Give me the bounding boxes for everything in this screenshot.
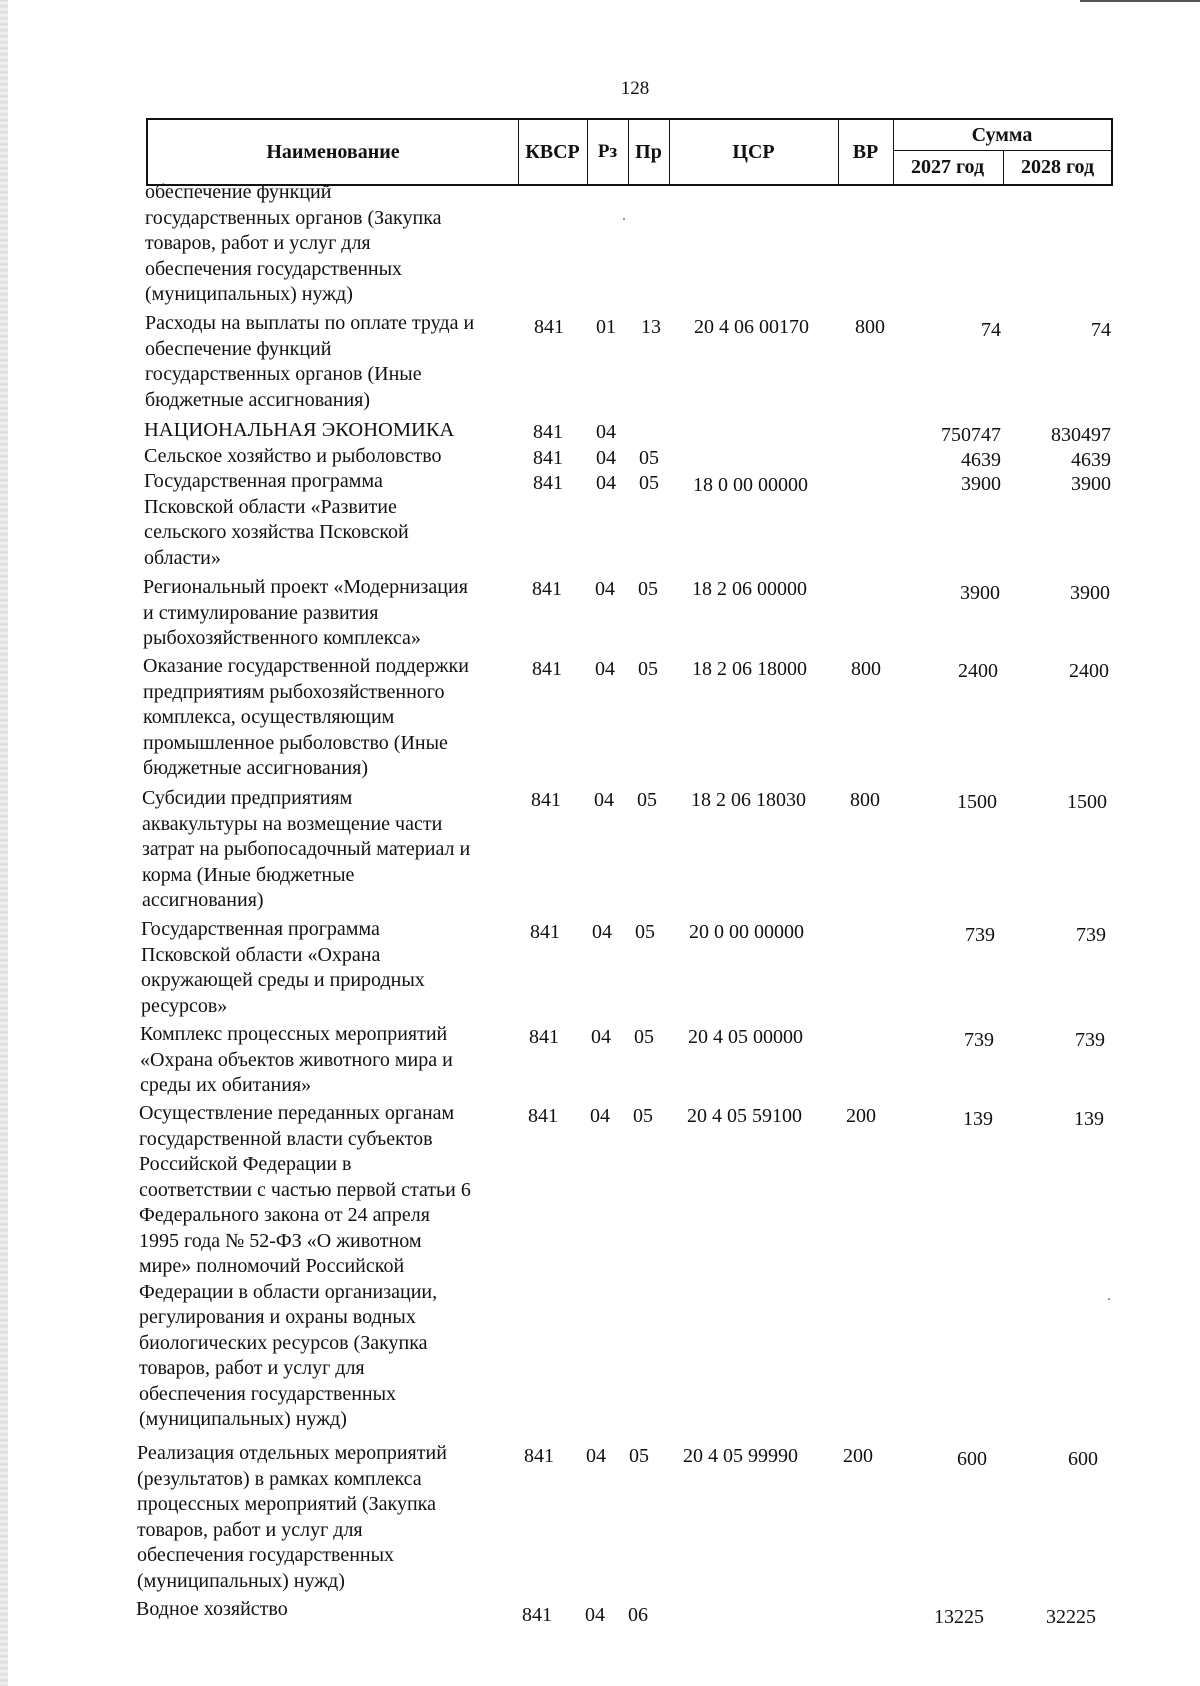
row-amount-2027: 74: [981, 319, 1001, 341]
row-amount-2027: 750747: [941, 424, 1001, 446]
row-amount-2028: 139: [1074, 1108, 1104, 1130]
scan-speck: [623, 218, 625, 220]
row-name: Реализация отдельных мероприятий (результатов) в рамках комплекса процессных мероприятий (Закупка товаров, работ и услуг для обеспечения государственных (муниципальных) нужд): [137, 1442, 447, 1592]
row-name: Комплекс процессных мероприятий «Охрана объектов животного мира и среды их обитания»: [140, 1023, 453, 1096]
row-amount-2027: 600: [957, 1448, 987, 1470]
row-amount-2028: 2400: [1069, 660, 1109, 682]
row-amount-2028: 739: [1075, 1029, 1105, 1051]
row-kvsr: 841: [524, 1445, 554, 1467]
row-amount-2027: 3900: [961, 473, 1001, 495]
row-csr: 18 2 06 18000: [692, 658, 807, 680]
row-pr: 05: [635, 921, 655, 943]
row-name: Региональный проект «Модернизация и стимулирование развития рыбохозяйственного комплекса»: [143, 576, 468, 649]
row-kvsr: 841: [532, 578, 562, 600]
row-csr: 20 0 00 00000: [689, 921, 804, 943]
row-rz: 04: [596, 472, 616, 494]
row-rz: 04: [585, 1604, 605, 1626]
row-name: Сельское хозяйство и рыболовство: [144, 445, 442, 467]
row-rz: 01: [596, 316, 616, 338]
row-name: Осуществление переданных органам государственной власти субъектов Российской Федерации в соответствии с частью первой статьи 6 Федерального закона от 24 апреля 1995 года № 52-ФЗ «О животном мире» полномочий Российской Федерации в области организации, регулирования и охраны водных биологических ресурсов (Закупка товаров, работ и услуг для обеспечения государственных (муниципальных) нужд): [139, 1102, 471, 1430]
row-pr: 06: [628, 1604, 648, 1626]
row-kvsr: 841: [528, 1105, 558, 1127]
row-rz: 04: [596, 447, 616, 469]
header-csr: ЦСР: [732, 140, 775, 163]
row-rz: 04: [595, 578, 615, 600]
row-rz: 04: [594, 789, 614, 811]
row-kvsr: 841: [533, 421, 563, 443]
row-name: Субсидии предприятиям аквакультуры на возмещение части затрат на рыбопосадочный материал и корма (Иные бюджетные ассигнования): [142, 787, 471, 911]
row-amount-2028: 4639: [1071, 449, 1111, 471]
row-name: Расходы на выплаты по оплате труда и обеспечение функций государственных органов (Иные бюджетные ассигнования): [145, 312, 475, 411]
header-name: Наименование: [266, 140, 400, 163]
row-kvsr: 841: [529, 1026, 559, 1048]
row-name: Государственная программа Псковской области «Развитие сельского хозяйства Псковской области»: [144, 470, 409, 569]
row-name: Водное хозяйство: [136, 1598, 288, 1620]
row-pr: 05: [629, 1445, 649, 1467]
row-amount-2027: 13225: [934, 1606, 984, 1628]
row-csr: 20 4 05 00000: [688, 1026, 803, 1048]
header-kvsr: КВСР: [525, 140, 580, 163]
row-kvsr: 841: [532, 658, 562, 680]
row-vr: 200: [843, 1445, 873, 1467]
row-rz: 04: [586, 1445, 606, 1467]
row-amount-2028: 74: [1091, 319, 1111, 341]
row-amount-2028: 830497: [1051, 424, 1111, 446]
header-year-2027: 2027 год: [910, 156, 985, 178]
row-amount-2027: 4639: [961, 449, 1001, 471]
row-amount-2028: 600: [1068, 1448, 1098, 1470]
row-amount-2027: 139: [963, 1108, 993, 1130]
row-vr: 800: [851, 658, 881, 680]
row-kvsr: 841: [533, 447, 563, 469]
row-kvsr: 841: [522, 1604, 552, 1626]
row-rz: 04: [591, 1026, 611, 1048]
row-amount-2028: 32225: [1046, 1606, 1096, 1628]
row-kvsr: 841: [531, 789, 561, 811]
row-csr: 20 4 06 00170: [694, 316, 809, 338]
row-csr: 18 2 06 00000: [692, 578, 807, 600]
row-amount-2027: 3900: [960, 582, 1000, 604]
table-header: [146, 118, 1113, 186]
row-pr: 13: [641, 316, 661, 338]
row-pr: 05: [639, 447, 659, 469]
row-vr: 200: [846, 1105, 876, 1127]
row-kvsr: 841: [533, 472, 563, 494]
row-pr: 05: [634, 1026, 654, 1048]
row-pr: 05: [638, 658, 658, 680]
row-name: обеспечение функций государственных органов (Закупка товаров, работ и услуг для обеспечения государственных (муниципальных) нужд): [145, 181, 442, 305]
page-number: 128: [620, 78, 650, 99]
header-year-2028: 2028 год: [1020, 156, 1095, 178]
row-name: Оказание государственной поддержки предприятиям рыбохозяйственного комплекса, осуществляющим промышленное рыболовство (Иные бюджетные ассигнования): [143, 655, 469, 779]
row-csr: 18 0 00 00000: [693, 474, 808, 496]
row-rz: 04: [590, 1105, 610, 1127]
scan-edge: [0, 0, 8, 1686]
header-pr: Пр: [635, 140, 662, 163]
row-rz: 04: [595, 658, 615, 680]
row-pr: 05: [639, 472, 659, 494]
header-sum: Сумма: [971, 123, 1033, 146]
scan-speck: [1108, 1298, 1110, 1300]
row-amount-2027: 2400: [958, 660, 998, 682]
row-name: Государственная программа Псковской области «Охрана окружающей среды и природных ресурсов»: [141, 918, 425, 1017]
row-kvsr: 841: [530, 921, 560, 943]
row-csr: 18 2 06 18030: [691, 789, 806, 811]
row-amount-2027: 1500: [957, 791, 997, 813]
header-vr: ВР: [852, 140, 879, 163]
row-rz: 04: [596, 421, 616, 443]
row-amount-2028: 1500: [1067, 791, 1107, 813]
row-pr: 05: [633, 1105, 653, 1127]
row-amount-2028: 3900: [1070, 582, 1110, 604]
row-amount-2028: 739: [1076, 924, 1106, 946]
row-amount-2028: 3900: [1071, 473, 1111, 495]
row-pr: 05: [637, 789, 657, 811]
row-name: НАЦИОНАЛЬНАЯ ЭКОНОМИКА: [144, 419, 455, 441]
row-vr: 800: [855, 316, 885, 338]
row-csr: 20 4 05 99990: [683, 1445, 798, 1467]
row-pr: 05: [638, 578, 658, 600]
row-vr: 800: [850, 789, 880, 811]
row-rz: 04: [592, 921, 612, 943]
row-csr: 20 4 05 59100: [687, 1105, 802, 1127]
row-kvsr: 841: [534, 316, 564, 338]
row-amount-2027: 739: [964, 1029, 994, 1051]
row-amount-2027: 739: [965, 924, 995, 946]
top-rule: [1080, 0, 1200, 2]
header-rz: Рз: [597, 141, 618, 162]
